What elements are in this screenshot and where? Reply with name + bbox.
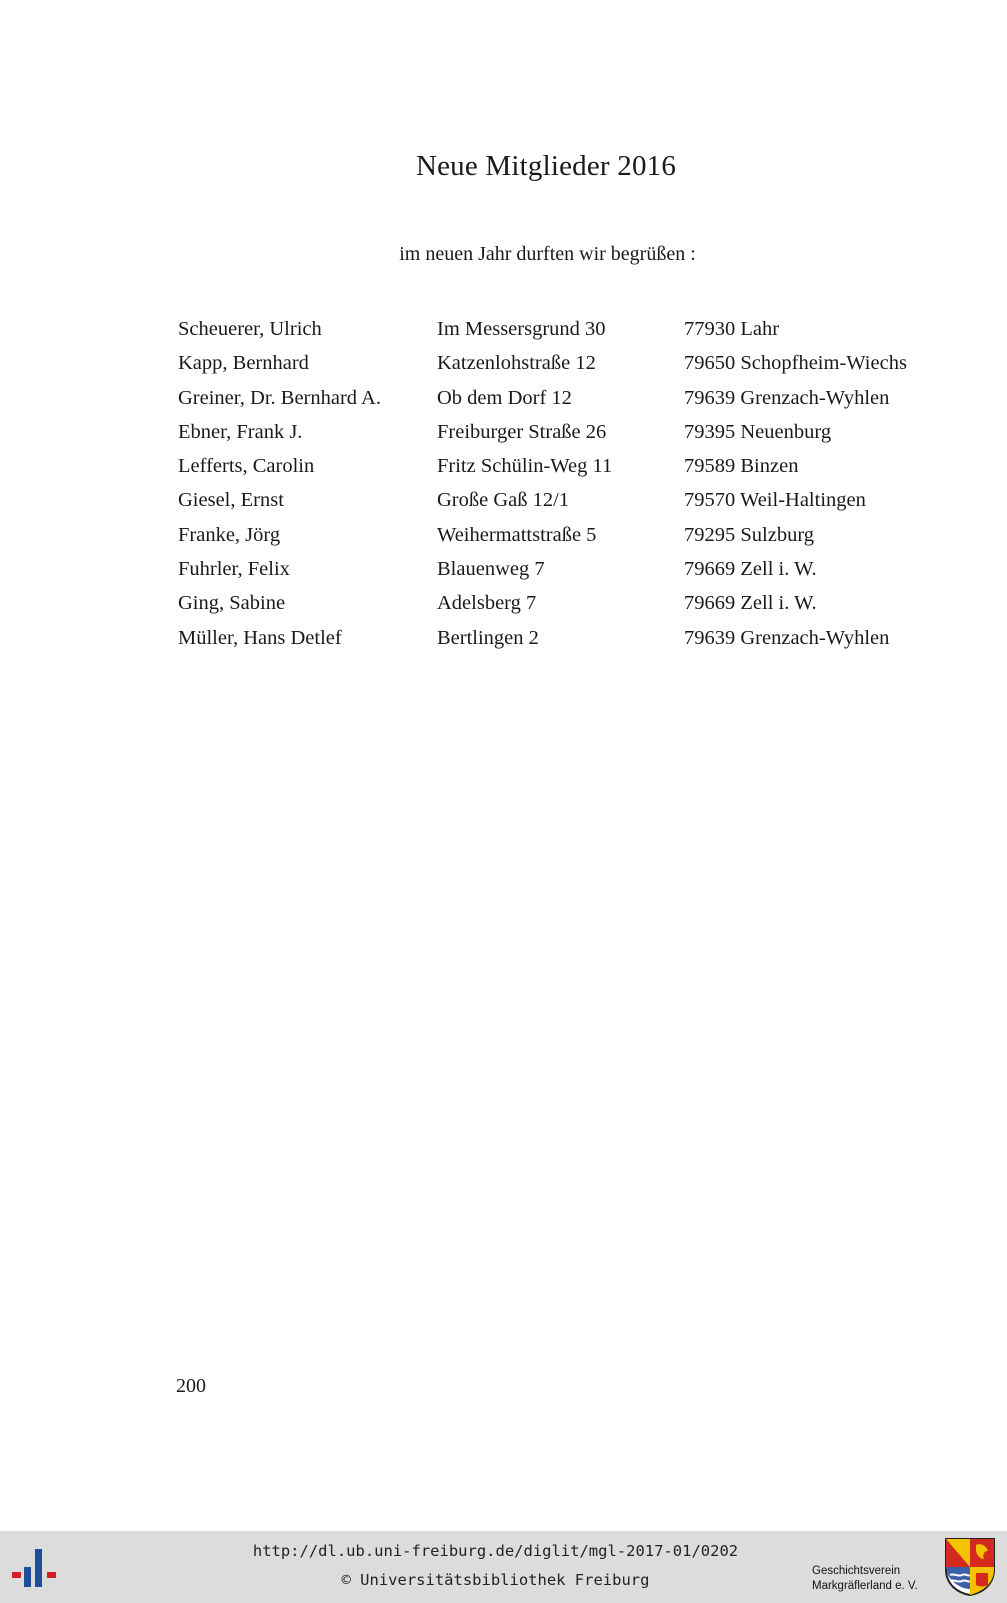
society-name-line2: Markgräflerland e. V. (812, 1580, 918, 1592)
member-name: Ebner, Frank J. (178, 420, 303, 443)
member-city: 79639 Grenzach-Wyhlen (684, 626, 890, 649)
member-city: 77930 Lahr (684, 318, 780, 340)
member-name: Franke, Jörg (178, 523, 281, 546)
member-street: Bertlingen 2 (437, 626, 539, 649)
member-street: Katzenlohstraße 12 (437, 352, 596, 375)
member-name: Greiner, Dr. Bernhard A. (178, 386, 381, 409)
member-city: 79639 Grenzach-Wyhlen (684, 386, 890, 409)
member-city: 79669 Zell i. W. (684, 558, 817, 581)
member-name: Müller, Hans Detlef (178, 626, 342, 649)
member-name: Fuhrler, Felix (178, 558, 290, 581)
member-street: Weihermattstraße 5 (437, 523, 597, 546)
society-name (812, 1564, 918, 1594)
member-city: 79570 Weil-Haltingen (684, 489, 866, 512)
member-street: Blauenweg 7 (437, 558, 545, 581)
member-city: 79669 Zell i. W. (684, 592, 817, 615)
member-name: Scheuerer, Ulrich (178, 318, 322, 340)
member-name: Giesel, Ernst (178, 489, 284, 512)
member-city: 79395 Neuenburg (684, 420, 832, 443)
member-street: Im Messersgrund 30 (437, 318, 606, 340)
member-street: Freiburger Straße 26 (437, 420, 607, 443)
member-name: Ging, Sabine (178, 592, 286, 615)
member-name: Lefferts, Carolin (178, 455, 315, 478)
page-number: 200 (176, 1375, 206, 1397)
member-city: 79295 Sulzburg (684, 523, 815, 546)
member-street: Ob dem Dorf 12 (437, 386, 572, 409)
page-title: Neue Mitglieder 2016 (415, 150, 677, 182)
member-name: Kapp, Bernhard (178, 352, 309, 375)
footer-copyright: © Universitätsbibliothek Freiburg (341, 1571, 650, 1589)
member-street: Adelsberg 7 (437, 592, 537, 615)
coat-of-arms-icon (944, 1537, 996, 1597)
footer-url[interactable]: http://dl.ub.uni-freiburg.de/diglit/mgl-2017-01/0202 (252, 1542, 739, 1560)
page-subtitle: im neuen Jahr durften wir begrüßen : (399, 243, 696, 265)
member-city: 79589 Binzen (684, 455, 799, 478)
member-street: Fritz Schülin-Weg 11 (437, 455, 613, 478)
footer-bar (0, 1531, 1007, 1603)
society-name-line1: Geschichtsverein (812, 1565, 901, 1577)
member-city: 79650 Schopfheim-Wiechs (684, 352, 907, 375)
member-street: Große Gaß 12/1 (437, 489, 570, 512)
